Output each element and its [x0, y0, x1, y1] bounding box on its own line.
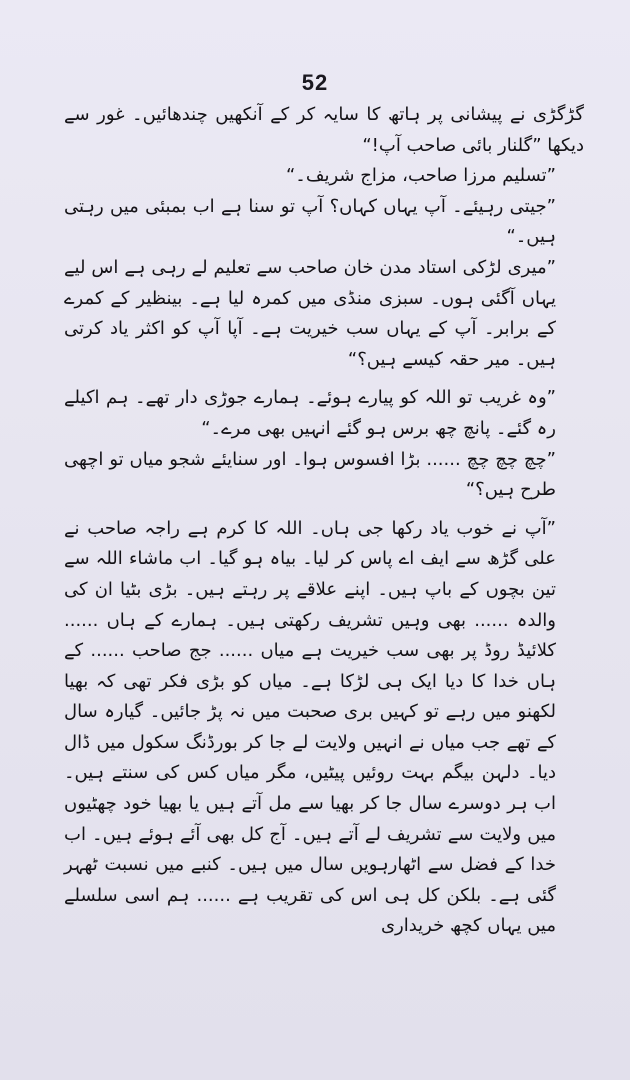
paragraph: ”چچ چچ چچ ...... بڑا افسوس ہوا۔ اور سنایئے شجو میاں تو اچھی طرح ہیں؟“: [64, 448, 556, 501]
paragraph: ”وہ غریب تو اللہ کو پیارے ہوئے۔ ہمارے جوڑی دار تھے۔ ہم اکیلے رہ گئے۔ پانچ چھ برس ہو گئے انہیں بھی مرے۔“: [64, 387, 556, 439]
page-number: 52: [301, 70, 329, 95]
paragraph: ”تسلیم مرزا صاحب، مزاج شریف۔“: [285, 165, 556, 187]
paragraph: ”جیتی رہیئے۔ آپ یہاں کہاں؟ آپ تو سنا ہے اب بمبئی میں رہتی ہیں۔“: [64, 195, 556, 248]
paragraph: گڑگڑی نے پیشانی پر ہاتھ کا سایہ کر کے آنکھیں چندھائیں۔ غور سے دیکھا ”گلنار بائی صاحب آپ!“: [64, 104, 584, 156]
paragraph: ”میری لڑکی استاد مدن خان صاحب سے تعلیم لے رہی ہے اس لیے یہاں آگئی ہوں۔ سبزی منڈی میں کمرہ لیا ہے۔ بینظیر کے کمرے کے برابر۔ آپ کے یہاں سب خیریت ہے۔ آپا آپ کو اکثر یاد کرتی ہیں۔ میر حقہ کیسے ہیں؟“: [64, 256, 556, 370]
paragraph: ”آپ نے خوب یاد رکھا جی ہاں۔ اللہ کا کرم ہے راجہ صاحب نے علی گڑھ سے ایف اے پاس کر لیا۔ بیاہ ہو گیا۔ اب ماشاء اللہ سے تین بچوں کے باپ ہیں۔ اپنے علاقے پر رہتے ہیں۔ بڑی بٹیا ان کی والدہ ...... بھی وہیں تشریف رکھتی ہیں۔ ہمارے کے ہاں ...... کلائیڈ روڈ پر بھی سب خیریت ہے میاں ...... جج صاحب ...... کے ہاں خدا کا دیا ایک ہی لڑکا ہے۔ میاں کو بڑی فکر تھی کہ بھیا لکھنو میں رہے تو کہیں بری صحبت میں نہ پڑ جائیں۔ گیارہ سال کے تھے جب میاں نے انہیں ولایت لے جا کر بورڈنگ سکول میں ڈال دیا۔ دلہن بیگم بہت روئیں پیٹیں، مگر میاں کس کی سنتے ہیں۔ اب ہر دوسرے سال جا کر بھیا سے مل آتے ہیں یا بھیا خود چھٹیوں میں ولایت سے تشریف لے آتے ہیں۔ آج کل بھی آئے ہوئے ہیں۔ اب خدا کے فضل سے اٹھارہویں سال میں ہیں۔ کنبے میں نسبت ٹھہر گئی ہے۔ بلکن کل ہی اس کی تقریب ہے ...... ہم اسی سلسلے میں یہاں کچھ خریداری: [64, 517, 556, 937]
page-text: [64, 100, 584, 942]
